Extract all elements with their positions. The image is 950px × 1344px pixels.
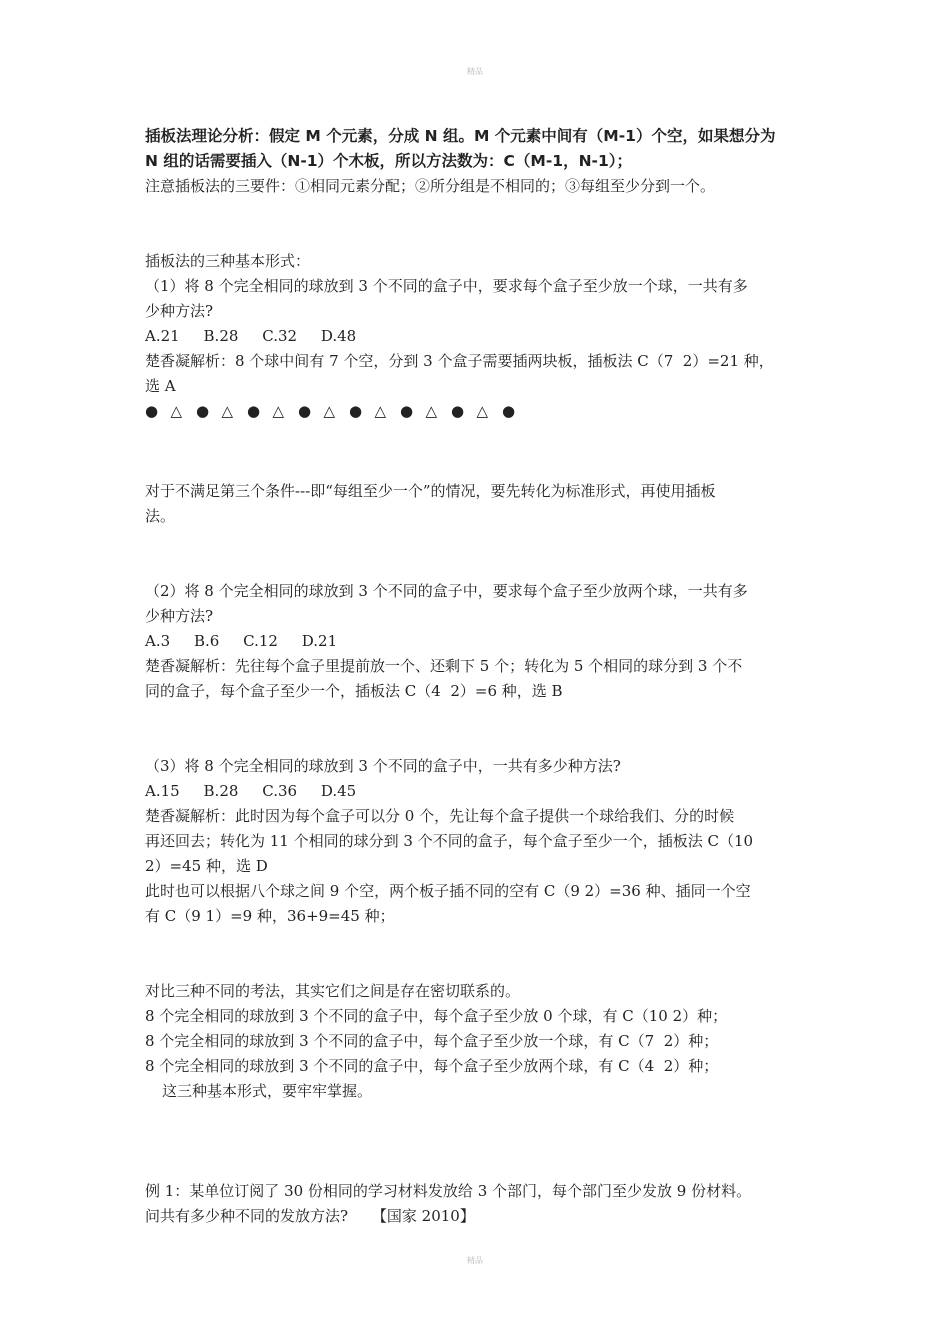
q3-solution-1: 楚香凝解析：此时因为每个盒子可以分 0 个，先让每个盒子提供一个球给我们、分的时候 [145, 807, 735, 825]
shape-11: ● [400, 402, 414, 420]
q3-options: A.15 B.28 C.36 D.45 [145, 782, 357, 800]
compare-line-5: 这三种基本形式，要牢牢掌握。 [162, 1082, 373, 1100]
forms-title: 插板法的三种基本形式： [145, 252, 311, 270]
shape-5: ● [247, 402, 261, 420]
balls-and-gaps-diagram [145, 399, 810, 424]
note-line-2: 法。 [145, 507, 176, 525]
q3-alt-1: 此时也可以根据八个球之间 9 个空，两个板子插不同的空有 C（9 2）=36 种、插同一个空 [145, 882, 751, 900]
shape-3: ● [196, 402, 210, 420]
shape-1: ● [145, 402, 159, 420]
q1-options: A.21 B.28 C.32 D.48 [145, 327, 357, 345]
compare-line-4: 8 个完全相同的球放到 3 个不同的盒子中，每个盒子至少放两个球，有 C（4 2）种； [145, 1057, 719, 1075]
q1-line-1: （1）将 8 个完全相同的球放到 3 个不同的盒子中，要求每个盒子至少放一个球，一共有多 [145, 277, 748, 295]
compare-line-1: 对比三种不同的考法，其实它们之间是存在密切联系的。 [145, 982, 521, 1000]
theory-line-1: 插板法理论分析：假定 M 个元素，分成 N 组。M 个元素中间有（M-1）个空，如果想分为 [145, 127, 776, 145]
shape-14: △ [476, 402, 489, 420]
compare-line-2: 8 个完全相同的球放到 3 个不同的盒子中，每个盒子至少放 0 个球，有 C（10 2）种； [145, 1007, 728, 1025]
shape-9: ● [349, 402, 363, 420]
shape-12: △ [425, 402, 438, 420]
shape-8: △ [323, 402, 336, 420]
shape-10: △ [374, 402, 387, 420]
shape-13: ● [451, 402, 465, 420]
shape-4: △ [221, 402, 234, 420]
footer-watermark: 精品 [467, 1256, 483, 1265]
q2-options: A.3 B.6 C.12 D.21 [145, 632, 338, 650]
q1-solution-2: 选 A [145, 377, 176, 395]
compare-line-3: 8 个完全相同的球放到 3 个不同的盒子中，每个盒子至少放一个球，有 C（7 2）种； [145, 1032, 719, 1050]
q3-alt-2: 有 C（9 1）=9 种，36+9=45 种； [145, 907, 395, 925]
shape-2: △ [170, 402, 183, 420]
q2-solution-2: 同的盒子，每个盒子至少一个，插板法 C（4 2）=6 种，选 B [145, 682, 563, 700]
header-watermark: 精品 [467, 67, 483, 76]
q1-line-2: 少种方法? [145, 302, 214, 320]
note-line-1: 对于不满足第三个条件---即“每组至少一个”的情况，要先转化为标准形式，再使用插板 [145, 482, 716, 500]
theory-line-2: N 组的话需要插入（N-1）个木板，所以方法数为：C（M-1，N-1）； [145, 152, 633, 170]
shape-15: ● [502, 402, 516, 420]
q2-line-2: 少种方法? [145, 607, 214, 625]
q3-solution-2: 再还回去；转化为 11 个相同的球分到 3 个不同的盒子，每个盒子至少一个，插板法 C（10 [145, 832, 754, 850]
q3-line-1: （3）将 8 个完全相同的球放到 3 个不同的盒子中，一共有多少种方法? [145, 757, 621, 775]
q1-solution-1: 楚香凝解析：8 个球中间有 7 个空，分到 3 个盒子需要插两块板，插板法 C（7 2）=21 种， [145, 352, 774, 370]
example-line-1: 例 1：某单位订阅了 30 份相同的学习材料发放给 3 个部门，每个部门至少发放 9 份材料。 [145, 1182, 752, 1200]
document-body [145, 124, 810, 1229]
example-line-2: 问共有多少种不同的发放方法? 【国家 2010】 [145, 1207, 475, 1225]
theory-requirements: 注意插板法的三要件：①相同元素分配；②所分组是不相同的；③每组至少分到一个。 [145, 177, 716, 195]
shape-6: △ [272, 402, 285, 420]
shape-7: ● [298, 402, 312, 420]
q3-solution-3: 2）=45 种，选 D [145, 857, 268, 875]
q2-line-1: （2）将 8 个完全相同的球放到 3 个不同的盒子中，要求每个盒子至少放两个球，一共有多 [145, 582, 748, 600]
q2-solution-1: 楚香凝解析：先往每个盒子里提前放一个、还剩下 5 个；转化为 5 个相同的球分到 3 个不 [145, 657, 743, 675]
